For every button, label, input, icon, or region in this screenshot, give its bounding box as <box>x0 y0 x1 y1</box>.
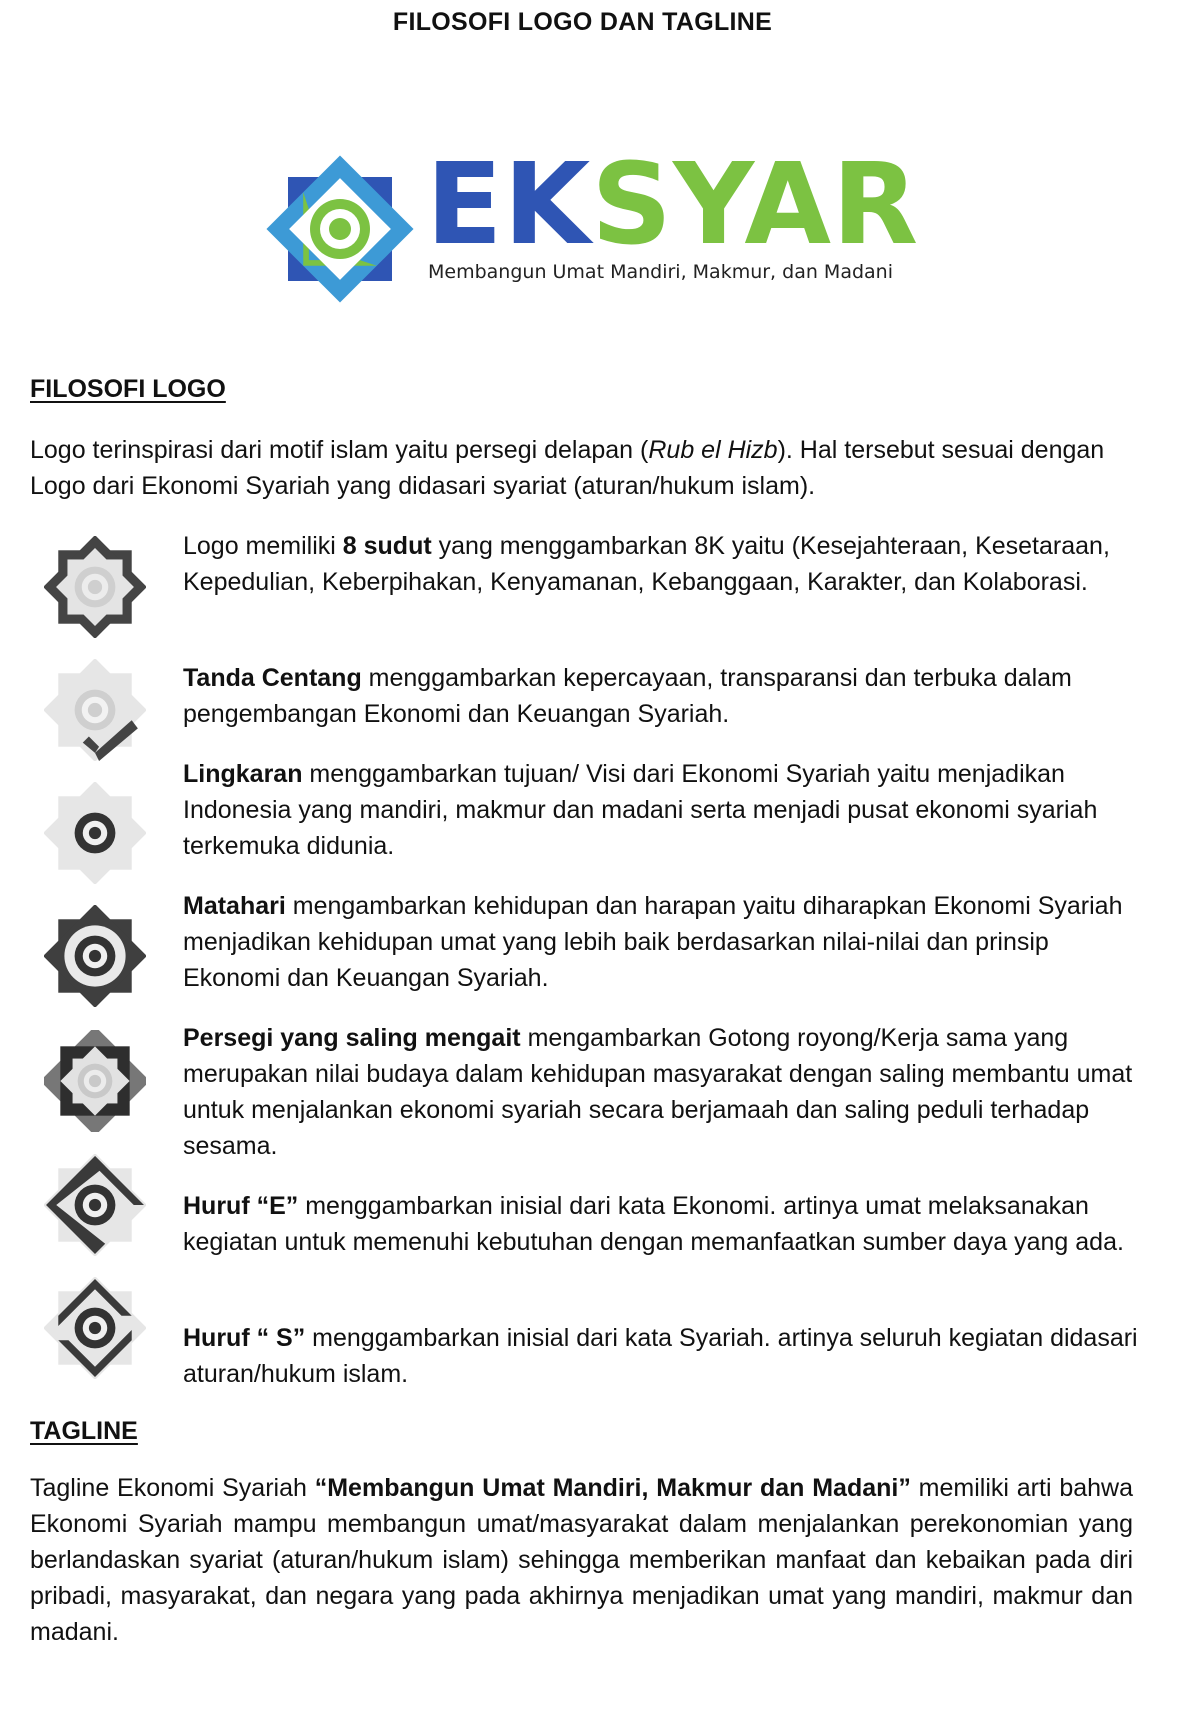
tagline-heading: TAGLINE <box>30 1417 138 1445</box>
filosofi-item-matahari: Matahari mengambarkan kehidupan dan harapan yaitu diharapkan Ekonomi Syariah menjadikan kehidupan umat yang lebih baik berdasarkan nilai-nilai dan prinsip Ekonomi dan Keuangan Syariah. <box>183 892 1123 992</box>
checkmark-highlight-icon <box>44 659 146 761</box>
logo-tagline: Membangun Umat Mandiri, Makmur, dan Madani <box>428 261 893 283</box>
octagram-outline-icon <box>44 536 146 638</box>
filosofi-item-persegi: Persegi yang saling mengait mengambarkan Gotong royong/Kerja sama yang merupakan nilai budaya dalam kehidupan masyarakat dengan saling membantu umat untuk menjalankan ekonomi syariah secara berjamaah dan saling peduli terhadap sesama. <box>183 1024 1133 1160</box>
letter-e-highlight-icon <box>44 1154 146 1256</box>
filosofi-item-lingkaran: Lingkaran menggambarkan tujuan/ Visi dari Ekonomi Syariah yaitu menjadikan Indonesia yang mandiri, makmur dan madani serta menjadi pusat ekonomi syariah terkemuka didunia. <box>183 760 1098 860</box>
filosofi-item-8-sudut: Logo memiliki 8 sudut yang menggambarkan 8K yaitu (Kesejahteraan, Kesetaraan, Kepedulian, Keberpihakan, Kenyamanan, Kebanggaan, Karakter, dan Kolaborasi. <box>183 532 1110 596</box>
logo-wordmark: EKSYAR <box>426 140 920 270</box>
interlocking-squares-icon <box>44 1030 146 1132</box>
filosofi-intro-paragraph: Logo terinspirasi dari motif islam yaitu persegi delapan (Rub el Hizb). Hal tersebut sesuai dengan Logo dari Ekonomi Syariah yang didasari syariat (aturan/hukum islam). <box>30 436 1105 500</box>
circle-highlight-icon <box>44 782 146 884</box>
filosofi-item-huruf-s: Huruf “ S” menggambarkan inisial dari kata Syariah. artinya seluruh kegiatan didasari aturan/hukum islam. <box>183 1324 1138 1388</box>
tagline-paragraph: Tagline Ekonomi Syariah “Membangun Umat Mandiri, Makmur dan Madani” memiliki arti bahwa Ekonomi Syariah mampu membangun umat/masyarakat dalam menjalankan perekonomian yang berlandaskan syariat (aturan/hukum islam) sehingga memberikan manfaat dan kebaikan pada diri pribadi, masyarakat, dan negara yang pada akhirnya menjadikan umat yang mandiri, makmur dan madani. <box>30 1474 1133 1646</box>
eksyar-logo <box>266 140 920 303</box>
filosofi-item-huruf-e: Huruf “E” menggambarkan inisial dari kata Ekonomi. artinya umat melaksanakan kegiatan untuk memenuhi kebutuhan dengan memanfaatkan sumber daya yang ada. <box>183 1192 1124 1256</box>
letter-s-highlight-icon <box>44 1277 146 1379</box>
sun-highlight-icon <box>44 905 146 1007</box>
page-title: FILOSOFI LOGO DAN TAGLINE <box>392 8 773 36</box>
eksyar-logo-mark-icon <box>266 155 414 303</box>
filosofi-item-tanda-centang: Tanda Centang menggambarkan kepercayaan, transparansi dan terbuka dalam pengembangan Ekonomi dan Keuangan Syariah. <box>183 664 1072 728</box>
filosofi-logo-heading: FILOSOFI LOGO <box>30 375 226 403</box>
